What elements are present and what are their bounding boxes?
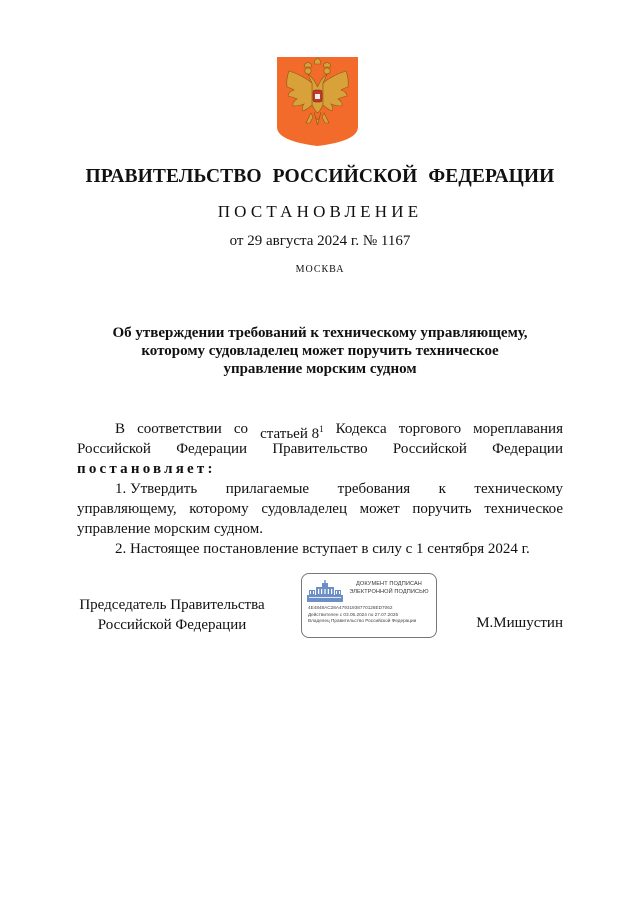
document-date-number: от 29 августа 2024 г. № 1167 (229, 233, 411, 249)
coat-of-arms-icon (277, 57, 358, 146)
item1-line-3: управление морским судном. (77, 521, 264, 537)
paragraph-item-2 (77, 539, 563, 559)
word: может (359, 501, 400, 517)
word: управляющему, (77, 501, 177, 517)
electronic-signature-stamp (301, 573, 437, 638)
heading-line: управление морским судном (223, 361, 417, 377)
word: поручить (412, 501, 472, 517)
word: Правительство (272, 441, 368, 457)
signer-position-line: Председатель Правительства (79, 597, 265, 613)
word: Федерации (492, 441, 563, 457)
heading-line: которому судовладелец может поручить техническое (141, 343, 499, 359)
signer-position (77, 595, 267, 635)
word: прилагаемые (225, 481, 310, 497)
word: которому (189, 501, 249, 517)
government-building-icon (307, 580, 343, 602)
word: техническое (484, 501, 563, 517)
government-name: ПРАВИТЕЛЬСТВО РОССИЙСКОЙ ФЕДЕРАЦИИ (85, 166, 555, 187)
word: судовладелец (261, 501, 347, 517)
document-city: МОСКВА (295, 264, 345, 275)
stamp-title-line: ДОКУМЕНТ ПОДПИСАН (356, 581, 422, 587)
word: Российской (77, 441, 151, 457)
decrees-word: постановляет: (77, 461, 216, 477)
article-superscript: 1 (319, 424, 324, 434)
word: соответствии (137, 421, 222, 437)
word: требования (337, 481, 411, 497)
item1-line-2 (77, 499, 563, 519)
article-number: 8 (311, 426, 320, 442)
word: мореплавания (473, 421, 563, 437)
word: 1. Утвердить (115, 481, 198, 497)
paragraph-item-1 (77, 479, 563, 539)
stamp-title (344, 581, 434, 596)
paragraph-preamble (77, 419, 563, 479)
certificate-number: 4E4848AC28A47931938770128ED7062 (308, 605, 393, 610)
stamp-title-line: ЭЛЕКТРОННОЙ ПОДПИСЬЮ (349, 588, 429, 595)
word: В (115, 421, 126, 437)
word: Российской (392, 441, 467, 457)
item2-line: 2. Настоящее постановление вступает в силу с 1 сентября 2024 г. (115, 541, 530, 557)
word: техническому (474, 481, 563, 497)
preamble-line-2 (77, 439, 563, 459)
certificate-owner: Владелец Правительство Российской Федерации (308, 618, 417, 623)
word: Федерации (176, 441, 248, 457)
document-type: ПОСТАНОВЛЕНИЕ (217, 202, 423, 221)
article-reference (260, 419, 324, 442)
heading-line: Об утверждении требований к техническому управляющему, (112, 325, 528, 341)
preamble-line-1 (77, 419, 563, 442)
word: Кодекса (335, 421, 387, 437)
word: со (233, 421, 249, 437)
signer-name: М.Мишустин (476, 615, 563, 631)
item1-line-1 (77, 479, 563, 499)
word: к (438, 481, 446, 497)
word: статьей (260, 426, 308, 442)
word: торгового (398, 421, 462, 437)
certificate-validity: Действителен с 03.05.2024 по 27.07.2025 (308, 612, 399, 617)
signer-position-line: Российской Федерации (97, 617, 247, 633)
document-heading (60, 324, 580, 378)
